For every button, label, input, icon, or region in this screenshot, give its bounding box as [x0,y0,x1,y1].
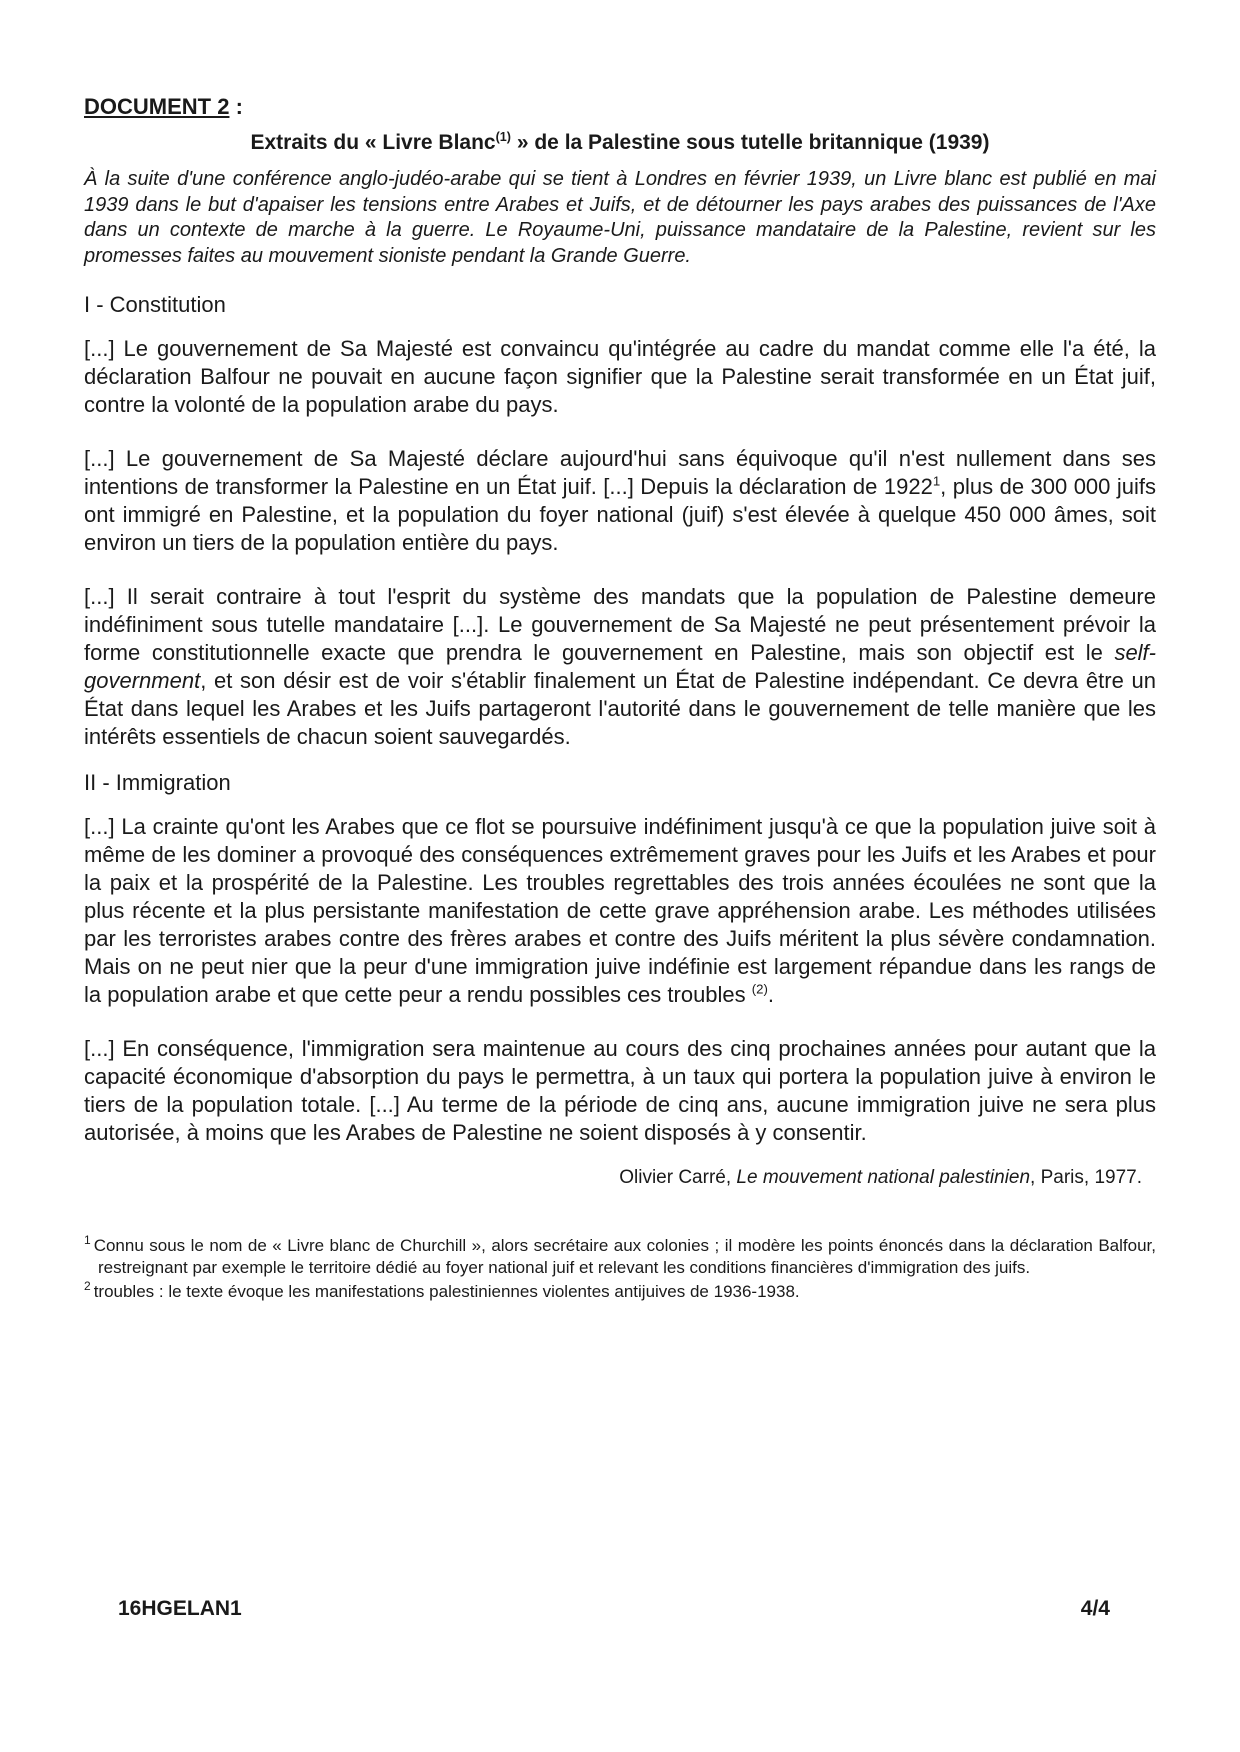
document-label-colon: : [229,94,243,119]
constitution-p3-part-2: , et son désir est de voir s'établir finalement un État de Palestine indépendant. Ce devra être un État dans lequel les Arabes et les Juifs partageront l'autorité dans le gouvernement de telle manière que les intérêts essentiels de chacun soient sauvegardés. [84,668,1156,749]
footnote-2 [84,1281,1156,1303]
immigration-paragraph-2: [...] En conséquence, l'immigration sera maintenue au cours des cinq prochaines années pour autant que la capacité économique d'absorption du pays le permettra, à un taux qui portera la population juive à environ le tiers de la population totale. [...] Au terme de la période de cinq ans, aucune immigration juive ne sera plus autorisée, à moins que les Arabes de Palestine ne soient disposés à y consentir. [84,1036,1156,1145]
source-details: , Paris, 1977. [1030,1167,1142,1188]
section-constitution-title: I - Constitution [84,292,226,317]
source-work: Le mouvement national palestinien [736,1167,1031,1188]
document-content [84,93,1156,1305]
footnote-1-text: Connu sous le nom de « Livre blanc de Churchill », alors secrétaire aux colonies ; il modère les points énoncés dans la déclaration Balfour, restreignant par exemple le territoire dédié au foyer national juif et relevant les conditions financières d'immigration des juifs. [93,1236,1156,1277]
document-label-text: DOCUMENT 2 [84,94,230,119]
section-immigration-title: II - Immigration [84,770,231,795]
constitution-p2-part-1: [...] Le gouvernement de Sa Majesté déclare aujourd'hui sans équivoque qu'il n'est nullement dans ses intentions de transformer la Palestine en un État juif. [...] Depuis la déclaration de 1922 [84,446,1156,499]
exam-code: 16HGELAN1 [118,1597,242,1620]
title-footnote-ref: (1) [495,130,511,144]
footnote-ref-1: 1 [932,473,941,489]
constitution-p3-italic: self-government [84,640,1156,693]
document-title [84,129,1156,157]
footnote-ref-2: (2) [751,981,768,997]
footnote-1-number: 1 [84,1233,91,1248]
intro-paragraph: À la suite d'une conférence anglo-judéo-arabe qui se tient à Londres en février 1939, un Livre blanc est publié en mai 1939 dans le but d'apaiser les tensions entre Arabes et Juifs, et de détourner les pays arabes des puissances de l'Axe dans un contexte de marche à la guerre. Le Royaume-Uni, puissance mandataire de la Palestine, revient sur les promesses faites au mouvement sioniste pendant la Grande Guerre. [84,168,1156,267]
title-part-2: » de la Palestine sous tutelle britannique (1939) [511,131,990,154]
title-part-1: Extraits du « Livre Blanc [250,131,496,154]
document-label [84,93,1156,121]
source-citation [84,1165,1142,1191]
footnotes [84,1235,1156,1303]
constitution-paragraph-3 [84,583,1156,751]
constitution-paragraph-1: [...] Le gouvernement de Sa Majesté est convaincu qu'intégrée au cadre du mandat comme elle l'a été, la déclaration Balfour ne pouvait en aucune façon signifier que la Palestine serait transformée en un État juif, contre la volonté de la population arabe du pays. [84,336,1156,417]
constitution-paragraph-2 [84,445,1156,557]
footnote-2-text: troubles : le texte évoque les manifestations palestiniennes violentes antijuives de 1936-1938. [93,1282,800,1301]
footnote-2-number: 2 [84,1279,91,1294]
immigration-paragraph-1 [84,813,1156,1009]
constitution-p2-part-2: , plus de 300 000 juifs ont immigré en Palestine, et la population du foyer national (juif) s'est élevée à quelque 450 000 âmes, soit environ un tiers de la population entière du pays. [84,474,1156,555]
immigration-p1-part-1: [...] La crainte qu'ont les Arabes que ce flot se poursuive indéfiniment jusqu'à ce que la population juive soit à même de les dominer a provoqué des conséquences extrêmement graves pour les Juifs et les Arabes et pour la paix et la prospérité de la Palestine. Les troubles regrettables des trois années écoulées ne sont que la plus récente et la plus persistante manifestation de cette grave appréhension arabe. Les méthodes utilisées par les terroristes arabes contre des frères arabes et contre des Juifs méritent la plus sévère condamnation. Mais on ne peut nier que la peur d'une immigration juive indéfinie est largement répandue dans les rangs de la population arabe et que cette peur a rendu possibles ces troubles [84,814,1156,1007]
source-author: Olivier Carré, [619,1167,737,1188]
immigration-p1-part-2: . [767,982,775,1007]
constitution-p3-part-1: [...] Il serait contraire à tout l'esprit du système des mandats que la population de Palestine demeure indéfiniment sous tutelle mandataire [...]. Le gouvernement de Sa Majesté ne peut présentement prévoir la forme constitutionnelle exacte que prendra le gouvernement en Palestine, mais son objectif est le [84,584,1156,665]
footnote-1 [84,1235,1156,1279]
page-number: 4/4 [1080,1597,1110,1620]
